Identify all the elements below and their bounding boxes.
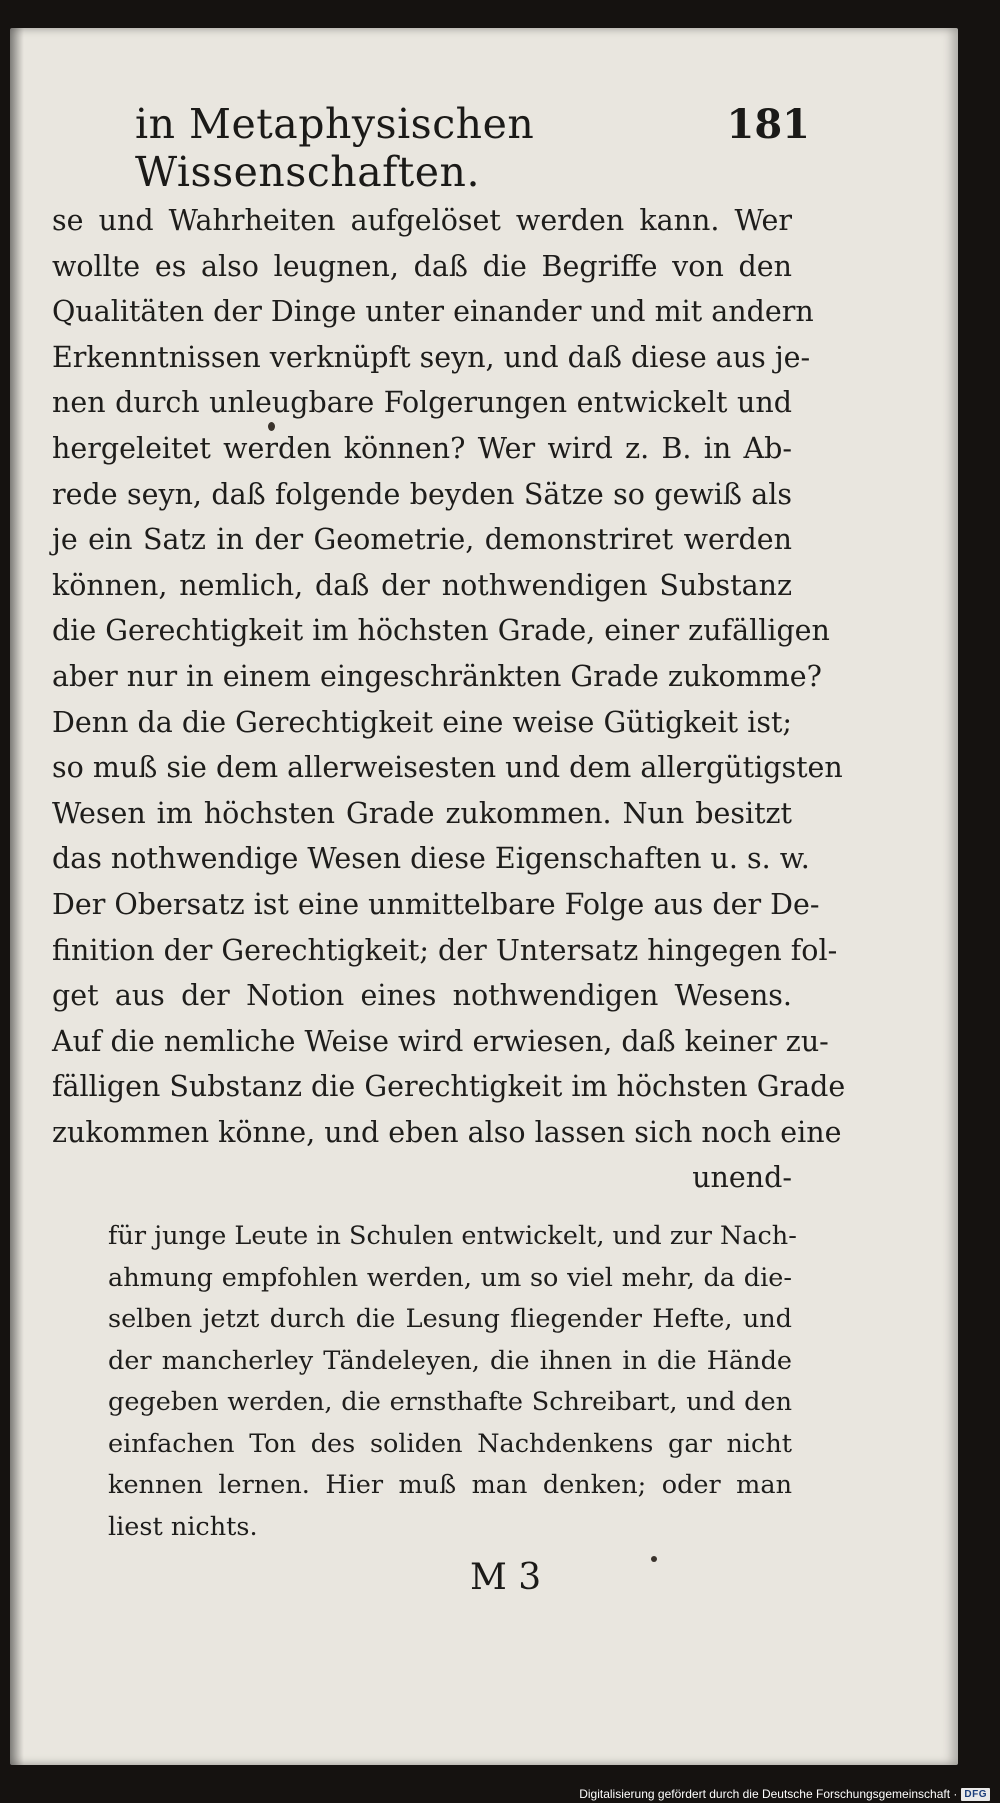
dfg-logo-icon: DFG: [961, 1788, 990, 1801]
binding-shadow: [10, 28, 24, 1765]
text-line: Erkenntnissen verknüpft seyn, und daß diese aus je-: [52, 340, 811, 374]
signature-mark: M 3: [470, 1557, 542, 1598]
text-line: nen durch unleugbare Folgerungen entwickelt und: [52, 386, 792, 420]
footnote-line: gegeben werden, die ernsthafte Schreibart, und den: [108, 1387, 792, 1417]
text-line: Denn da die Gerechtigkeit eine weise Gütigkeit ist;: [52, 705, 792, 739]
text-line: je ein Satz in der Geometrie, demonstriret werden: [52, 523, 792, 557]
text-line: so muß sie dem allerweisesten und dem allergütigsten: [52, 751, 843, 785]
page-header: [135, 100, 810, 196]
text-line: können, nemlich, daß der nothwendigen Substanz: [52, 568, 792, 602]
footnote-line: ahmung empfohlen werden, um so viel mehr, da die-: [108, 1262, 792, 1293]
text-line: se und Wahrheiten aufgelöset werden kann. Wer: [52, 204, 792, 237]
footnote-line: der mancherley Tändeleyen, die ihnen in die Hände: [108, 1345, 792, 1376]
text-line: finition der Gerechtigkeit; der Untersatz hingegen fol-: [52, 933, 838, 967]
text-line: Qualitäten der Dinge unter einander und mit andern: [52, 295, 814, 329]
text-line: hergeleitet werden können? Wer wird z. B. in Ab-: [52, 431, 792, 465]
body-text: [52, 198, 846, 1201]
credit-text: Digitalisierung gefördert durch die Deutsche Forschungsgemeinschaft ·: [579, 1787, 958, 1801]
ink-speck: [651, 1556, 657, 1562]
footnote-line: liest nichts.: [108, 1511, 258, 1542]
footnote: [108, 1216, 797, 1548]
digitization-credit: [579, 1787, 990, 1801]
catchword: unend-: [692, 1161, 792, 1195]
text-line: die Gerechtigkeit im höchsten Grade, einer zufälligen: [52, 614, 830, 648]
text-line: aber nur in einem eingeschränkten Grade zukomme?: [52, 659, 822, 693]
footnote-line: für junge Leute in Schulen entwickelt, und zur Nach-: [108, 1221, 797, 1251]
text-line: wollte es also leugnen, daß die Begriffe von den: [52, 249, 792, 283]
text-line: rede seyn, daß folgende beyden Sätze so gewiß als: [52, 477, 792, 511]
text-line: Wesen im höchsten Grade zukommen. Nun besitzt: [52, 796, 792, 830]
footnote-line: einfachen Ton des soliden Nachdenkens gar nicht: [108, 1428, 792, 1459]
text-line: fälligen Substanz die Gerechtigkeit im höchsten Grade: [52, 1070, 846, 1104]
text-line: get aus der Notion eines nothwendigen Wesens.: [52, 979, 792, 1013]
page-number: 181: [726, 101, 810, 148]
text-line: Der Obersatz ist eine unmittelbare Folge aus der De-: [52, 887, 820, 921]
footnote-line: kennen lernen. Hier muß man denken; oder man: [108, 1470, 792, 1500]
text-line: das nothwendige Wesen diese Eigenschaften u. s. w.: [52, 842, 810, 876]
running-title: in Metaphysischen Wissenschaften.: [135, 100, 535, 196]
footnote-line: selben jetzt durch die Lesung fliegender Hefte, und: [108, 1304, 792, 1334]
text-line: Auf die nemliche Weise wird erwiesen, daß keiner zu-: [52, 1024, 829, 1058]
text-line: zukommen könne, und eben also lassen sich noch eine: [52, 1115, 842, 1149]
